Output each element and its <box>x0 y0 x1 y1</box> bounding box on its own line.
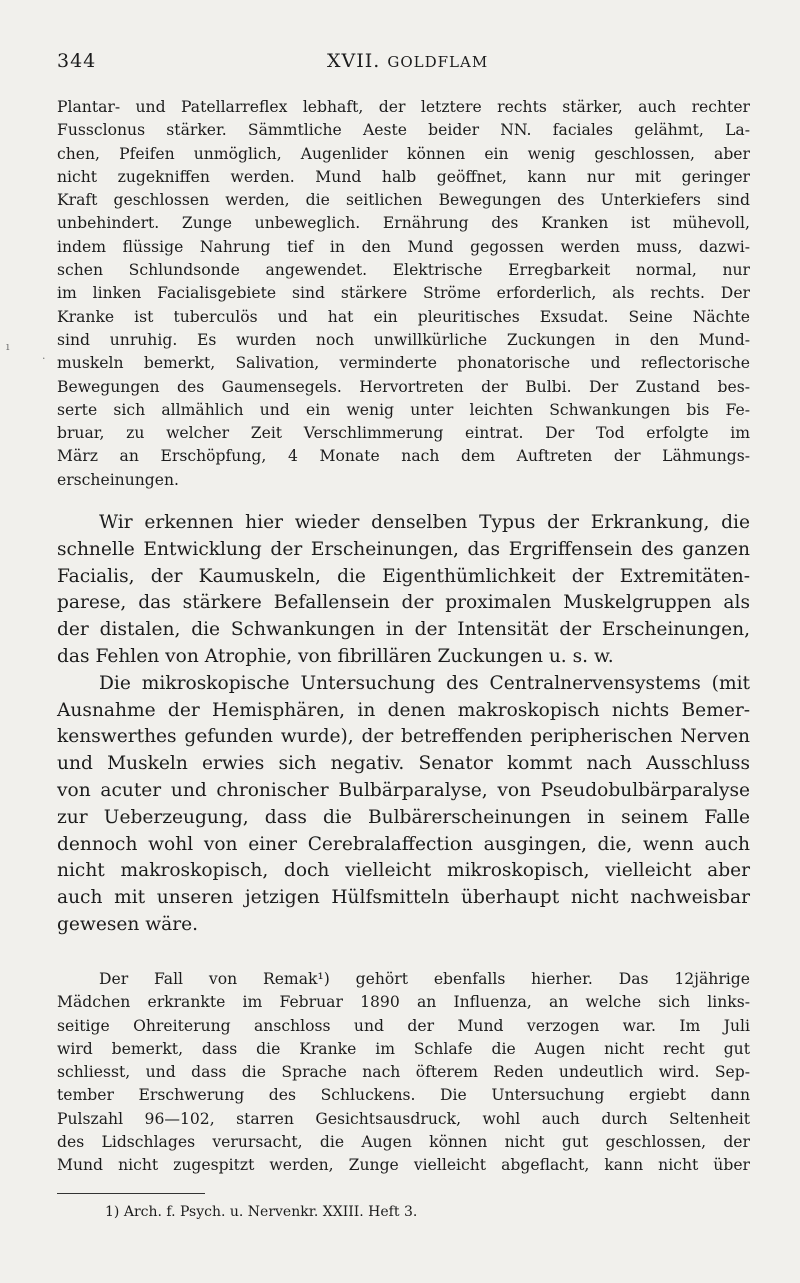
text-line: Mädchen erkrankte im Februar 1890 an Influenza, an welche sich links- <box>57 993 750 1012</box>
text-line: Facialis, der Kaumuskeln, die Eigenthümlichkeit der Extremitäten- <box>57 565 750 587</box>
text-line: Pulszahl 96—102, starren Gesichtsausdruck, wohl auch durch Seltenheit <box>57 1109 750 1128</box>
text-line: nicht makroskopisch, doch vielleicht mikroskopisch, vielleicht aber <box>57 860 750 882</box>
text-line: Mund nicht zugespitzt werden, Zunge vielleicht abgeflacht, kann nicht über <box>57 1156 750 1175</box>
text-line: schliesst, und dass die Sprache nach öfterem Reden undeutlich wird. Sep- <box>57 1063 750 1082</box>
text-line: muskeln bemerkt, Salivation, verminderte phonatorische und reflectorische <box>57 354 750 373</box>
text-line: und Muskeln erwies sich negativ. Senator kommt nach Ausschluss <box>57 753 750 775</box>
text-line: Kraft geschlossen werden, die seitlichen Bewegungen des Unterkiefers sind <box>57 191 750 210</box>
text-line: indem flüssige Nahrung tief in den Mund gegossen werden muss, dazwi- <box>57 237 750 256</box>
footnote-number: 1) <box>105 1204 120 1220</box>
text-line: Kranke ist tuberculös und hat ein pleuritisches Exsudat. Seine Nächte <box>57 307 750 326</box>
running-head <box>327 50 488 72</box>
text-line: Der Fall von Remak¹) gehört ebenfalls hierher. Das 12jährige <box>99 970 750 988</box>
text-line: serte sich allmählich und ein wenig unter leichten Schwankungen bis Fe- <box>57 400 750 419</box>
text-line: von acuter und chronischer Bulbärparalyse, von Pseudobulbärparalyse <box>57 779 750 801</box>
text-line: bruar, zu welcher Zeit Verschlimmerung eintrat. Der Tod erfolgte im <box>57 424 750 443</box>
text-line: das Fehlen von Atrophie, von fibrillären Zuckungen u. s. w. <box>57 645 614 667</box>
text-line: des Lidschlages verursacht, die Augen können nicht gut geschlossen, der <box>57 1133 750 1152</box>
text-line: auch mit unseren jetzigen Hülfsmitteln überhaupt nicht nachweisbar <box>57 887 750 909</box>
paragraph-remak-case <box>57 968 750 1178</box>
paragraph-discussion <box>57 510 750 939</box>
page-number: 344 <box>57 50 97 72</box>
author-name: GOLDFLAM <box>387 53 489 71</box>
page-header <box>57 50 750 78</box>
text-line: seitige Ohreiterung anschloss und der Mund verzogen war. Im Juli <box>57 1016 750 1035</box>
text-line: wird bemerkt, dass die Kranke im Schlafe die Augen nicht recht gut <box>57 1039 750 1058</box>
text-line: schnelle Entwicklung der Erscheinungen, das Ergriffensein des ganzen <box>57 538 750 560</box>
text-line: der distalen, die Schwankungen in der Intensität der Erscheinungen, <box>57 619 750 641</box>
text-line: März an Erschöpfung, 4 Monate nach dem Auftreten der Lähmungs- <box>57 447 750 466</box>
text-line: parese, das stärkere Befallensein der proximalen Muskelgruppen als <box>57 592 750 614</box>
margin-mark: ı <box>6 340 10 353</box>
margin-dot: · <box>42 352 46 365</box>
footnote-rule <box>57 1193 205 1194</box>
chapter-number: XVII. <box>327 50 381 72</box>
text-line: tember Erschwerung des Schluckens. Die Untersuchung ergiebt dann <box>57 1086 750 1105</box>
text-line: zur Ueberzeugung, dass die Bulbärerscheinungen in seinem Falle <box>57 806 750 828</box>
text-line: Bewegungen des Gaumensegels. Hervortreten der Bulbi. Der Zustand bes- <box>57 377 750 396</box>
text-line: kenswerthes gefunden wurde), der betreffenden peripherischen Nerven <box>57 726 750 748</box>
text-line: schen Schlundsonde angewendet. Elektrische Erregbarkeit normal, nur <box>57 261 750 280</box>
text-line: Ausnahme der Hemisphären, in denen makroskopisch nichts Bemer- <box>57 699 750 721</box>
text-line: unbehindert. Zunge unbeweglich. Ernährung des Kranken ist mühevoll, <box>57 214 750 233</box>
text-line: Wir erkennen hier wieder denselben Typus der Erkrankung, die <box>99 512 750 533</box>
text-line: im linken Facialisgebiete sind stärkere Ströme erforderlich, als rechts. Der <box>57 284 750 303</box>
footnote-text: Arch. f. Psych. u. Nervenkr. XXIII. Heft 3. <box>123 1204 418 1220</box>
text-line: chen, Pfeifen unmöglich, Augenlider können ein wenig geschlossen, aber <box>57 144 750 163</box>
paragraph-case-report <box>57 96 750 492</box>
footnote <box>105 1204 417 1220</box>
text-line: dennoch wohl von einer Cerebralaffection ausgingen, die, wenn auch <box>57 833 750 855</box>
text-line: Fussclonus stärker. Sämmtliche Aeste beider NN. faciales gelähmt, La- <box>57 121 750 140</box>
text-line: nicht zugekniffen werden. Mund halb geöffnet, kann nur mit geringer <box>57 167 750 186</box>
text-line: sind unruhig. Es wurden noch unwillkürliche Zuckungen in den Mund- <box>57 330 750 349</box>
text-line: Die mikroskopische Untersuchung des Centralnervensystems (mit <box>99 672 750 694</box>
text-line: gewesen wäre. <box>57 913 199 935</box>
text-line: Plantar- und Patellarreflex lebhaft, der letztere rechts stärker, auch rechter <box>57 98 750 116</box>
text-line: erscheinungen. <box>57 470 180 489</box>
